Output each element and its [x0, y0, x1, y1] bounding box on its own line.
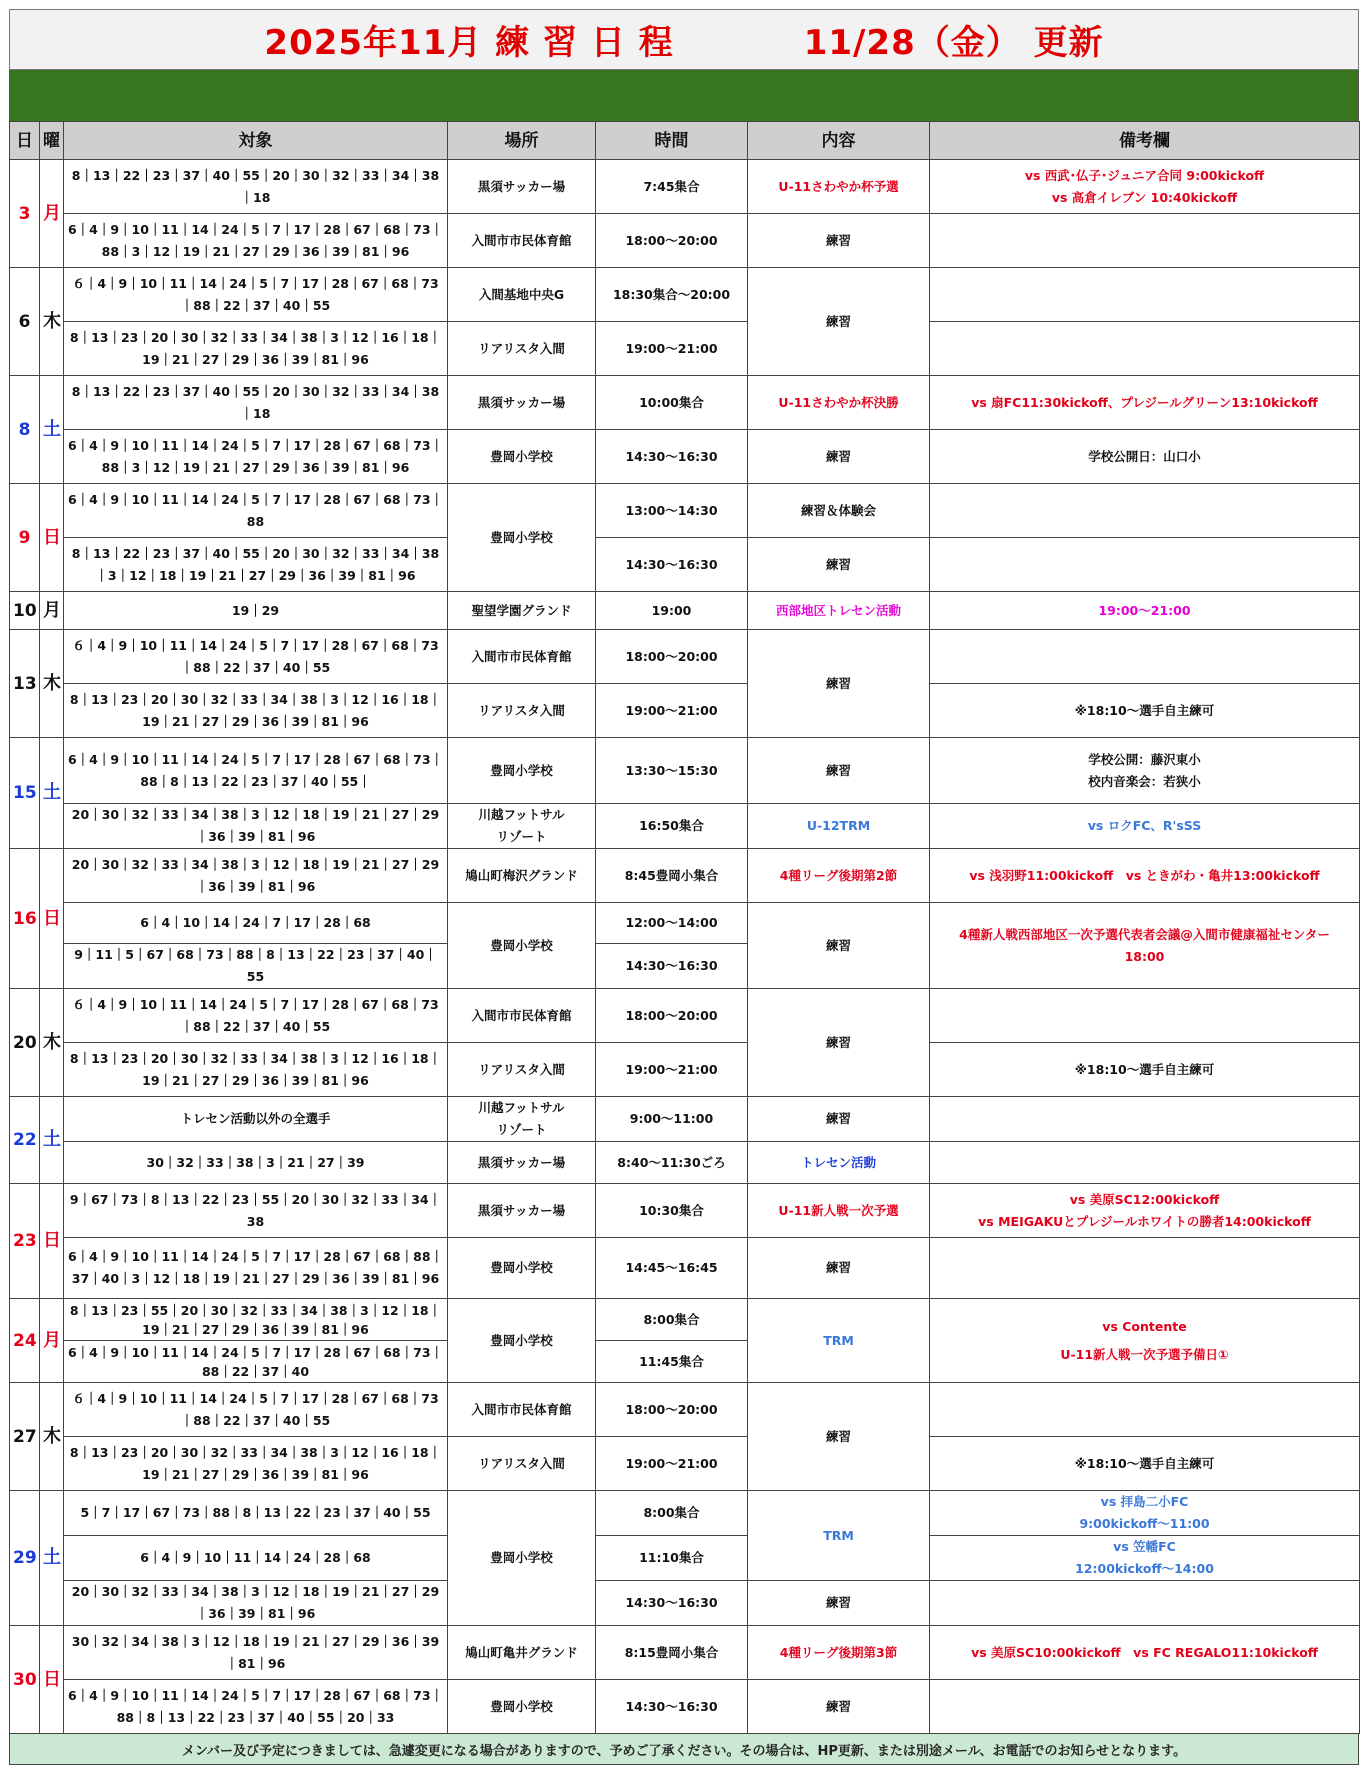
day-cell: 23	[10, 1184, 40, 1299]
place-cell: リアリスタ入間	[448, 1437, 596, 1491]
table-row	[10, 1184, 1360, 1238]
target-cell: ６｜4｜9｜10｜11｜14｜24｜5｜7｜17｜28｜67｜68｜73｜88｜22｜37｜40｜55	[64, 630, 448, 684]
note-cell	[930, 538, 1360, 592]
col-weekday: 曜	[40, 122, 64, 160]
time-cell: 18:00～20:00	[596, 1383, 748, 1437]
content-cell: 練習	[748, 738, 930, 804]
day-cell: 13	[10, 630, 40, 738]
place-cell: 豊岡小学校	[448, 1238, 596, 1299]
table-row	[10, 849, 1360, 903]
target-cell: 19｜29	[64, 592, 448, 630]
note-cell: vs 美原SC12:00kickoff vs MEIGAKUとプレジールホワイトの勝者14:00kickoff	[930, 1184, 1360, 1238]
day-cell: 16	[10, 849, 40, 989]
time-cell: 8:45豊岡小集合	[596, 849, 748, 903]
content-cell: 4種リーグ後期第3節	[748, 1626, 930, 1680]
note-cell	[930, 268, 1360, 322]
weekday-cell: 土	[40, 376, 64, 484]
note-cell: vs 笠幡FC 12:00kickoff～14:00	[930, 1536, 1360, 1581]
place-cell: 黒須サッカー場	[448, 376, 596, 430]
weekday-cell: 月	[40, 592, 64, 630]
table-row	[10, 376, 1360, 430]
table-row	[10, 484, 1360, 538]
place-cell: リアリスタ入間	[448, 322, 596, 376]
time-cell: 19:00～21:00	[596, 684, 748, 738]
note-cell	[930, 989, 1360, 1043]
content-cell: 練習	[748, 538, 930, 592]
table-row	[10, 322, 1360, 376]
weekday-cell: 土	[40, 738, 64, 849]
note-cell: vs 美原SC10:00kickoff vs FC REGALO11:10kickoff	[930, 1626, 1360, 1680]
target-cell: 5｜7｜17｜67｜73｜88｜8｜13｜22｜23｜37｜40｜55	[64, 1491, 448, 1536]
note-cell	[930, 214, 1360, 268]
place-cell: 豊岡小学校	[448, 903, 596, 989]
place-cell: 入間市市民体育館	[448, 1383, 596, 1437]
place-cell: リアリスタ入間	[448, 1043, 596, 1097]
target-cell: ６｜4｜9｜10｜11｜14｜24｜5｜7｜17｜28｜67｜68｜73｜88｜22｜37｜40｜55	[64, 989, 448, 1043]
weekday-cell: 月	[40, 160, 64, 268]
place-cell: 聖望学園グランド	[448, 592, 596, 630]
time-cell: 18:00～20:00	[596, 989, 748, 1043]
note-cell: 19:00～21:00	[930, 592, 1360, 630]
title-bar	[9, 9, 1359, 70]
time-cell: 13:00～14:30	[596, 484, 748, 538]
time-cell: 19:00～21:00	[596, 1437, 748, 1491]
table-row	[10, 989, 1360, 1043]
time-cell: 18:00～20:00	[596, 630, 748, 684]
time-cell: 8:00集合	[596, 1299, 748, 1341]
note-cell: 学校公開日：山口小	[930, 430, 1360, 484]
table-row	[10, 738, 1360, 804]
weekday-cell: 木	[40, 989, 64, 1097]
place-cell: 黒須サッカー場	[448, 160, 596, 214]
table-row	[10, 630, 1360, 684]
place-cell: リアリスタ入間	[448, 684, 596, 738]
content-cell: 練習	[748, 1383, 930, 1491]
target-cell: 8｜13｜23｜20｜30｜32｜33｜34｜38｜3｜12｜16｜18｜19｜21｜27｜29｜36｜39｜81｜96	[64, 684, 448, 738]
content-cell: TRM	[748, 1491, 930, 1581]
time-cell: 16:50集合	[596, 804, 748, 849]
table-row	[10, 1299, 1360, 1341]
content-cell: 練習	[748, 1581, 930, 1626]
place-cell: 豊岡小学校	[448, 430, 596, 484]
place-cell: 入間市市民体育館	[448, 989, 596, 1043]
target-cell: ６｜4｜9｜10｜11｜14｜24｜5｜7｜17｜28｜67｜68｜73｜88｜22｜37｜40｜55	[64, 268, 448, 322]
col-note: 備考欄	[930, 122, 1360, 160]
target-cell: トレセン活動以外の全選手	[64, 1097, 448, 1142]
target-cell: ６｜4｜9｜10｜11｜14｜24｜5｜7｜17｜28｜67｜68｜73｜88｜22｜37｜40｜55	[64, 1383, 448, 1437]
content-cell: 西部地区トレセン活動	[748, 592, 930, 630]
col-target: 対象	[64, 122, 448, 160]
col-day: 日	[10, 122, 40, 160]
content-cell: U-11さわやか杯予選	[748, 160, 930, 214]
content-cell: 練習＆体験会	[748, 484, 930, 538]
time-cell: 9:00～11:00	[596, 1097, 748, 1142]
time-cell: 8:15豊岡小集合	[596, 1626, 748, 1680]
weekday-cell: 日	[40, 484, 64, 592]
header-row	[10, 122, 1360, 160]
table-row	[10, 684, 1360, 738]
day-cell: 22	[10, 1097, 40, 1184]
col-content: 内容	[748, 122, 930, 160]
target-cell: 30｜32｜34｜38｜3｜12｜18｜19｜21｜27｜29｜36｜39｜81｜96	[64, 1626, 448, 1680]
schedule-table	[9, 121, 1360, 1734]
target-cell: 20｜30｜32｜33｜34｜38｜3｜12｜18｜19｜21｜27｜29｜36｜39｜81｜96	[64, 849, 448, 903]
day-cell: 15	[10, 738, 40, 849]
note-cell: 4種新人戦西部地区一次予選代表者会議@入間市健康福祉センター 18:00	[930, 903, 1360, 989]
content-cell: 練習	[748, 989, 930, 1097]
target-cell: 9｜67｜73｜8｜13｜22｜23｜55｜20｜30｜32｜33｜34｜38	[64, 1184, 448, 1238]
table-row	[10, 1437, 1360, 1491]
table-row	[10, 1581, 1360, 1626]
time-cell: 14:30～16:30	[596, 538, 748, 592]
target-cell: 6｜4｜9｜10｜11｜14｜24｜5｜7｜17｜28｜67｜68｜73｜88｜8｜13｜22｜23｜37｜40｜55｜	[64, 738, 448, 804]
time-cell: 18:00～20:00	[596, 214, 748, 268]
target-cell: 9｜11｜5｜67｜68｜73｜88｜8｜13｜22｜23｜37｜40｜55	[64, 944, 448, 989]
table-row	[10, 903, 1360, 944]
content-cell: 練習	[748, 1238, 930, 1299]
table-row	[10, 1536, 1360, 1581]
table-row	[10, 214, 1360, 268]
content-cell: 4種リーグ後期第2節	[748, 849, 930, 903]
place-cell: 豊岡小学校	[448, 484, 596, 592]
target-cell: 6｜4｜9｜10｜11｜14｜24｜5｜7｜17｜28｜67｜68｜73｜88｜22｜37｜40	[64, 1341, 448, 1383]
target-cell: 8｜13｜22｜23｜37｜40｜55｜20｜30｜32｜33｜34｜38｜18	[64, 376, 448, 430]
place-cell: 豊岡小学校	[448, 1491, 596, 1626]
updated-date: 11/28（金） 更新	[803, 23, 1104, 63]
content-cell: 練習	[748, 1097, 930, 1142]
day-cell: 3	[10, 160, 40, 268]
place-cell: 鳩山町亀井グランド	[448, 1626, 596, 1680]
day-cell: 24	[10, 1299, 40, 1383]
note-cell: vs 拝島二小FC 9:00kickoff～11:00	[930, 1491, 1360, 1536]
time-cell: 8:00集合	[596, 1491, 748, 1536]
note-cell: vs 扇FC11:30kickoff、プレジールグリーン13:10kickoff	[930, 376, 1360, 430]
target-cell: 8｜13｜23｜20｜30｜32｜33｜34｜38｜3｜12｜16｜18｜19｜21｜27｜29｜36｜39｜81｜96	[64, 322, 448, 376]
time-cell: 11:10集合	[596, 1536, 748, 1581]
table-row	[10, 592, 1360, 630]
place-cell: 入間市市民体育館	[448, 214, 596, 268]
target-cell: 6｜4｜9｜10｜11｜14｜24｜5｜7｜17｜28｜67｜68｜88｜37｜40｜3｜12｜18｜19｜21｜27｜29｜36｜39｜81｜96	[64, 1238, 448, 1299]
content-cell: 練習	[748, 903, 930, 989]
content-cell: 練習	[748, 214, 930, 268]
target-cell: 8｜13｜22｜23｜37｜40｜55｜20｜30｜32｜33｜34｜38｜18	[64, 160, 448, 214]
green-banner	[9, 70, 1359, 121]
weekday-cell: 木	[40, 268, 64, 376]
place-cell: 川越フットサル リゾート	[448, 1097, 596, 1142]
place-cell: 鳩山町梅沢グランド	[448, 849, 596, 903]
day-cell: 20	[10, 989, 40, 1097]
weekday-cell: 土	[40, 1097, 64, 1184]
table-row	[10, 1383, 1360, 1437]
place-cell: 黒須サッカー場	[448, 1142, 596, 1184]
target-cell: 6｜4｜9｜10｜11｜14｜24｜28｜68	[64, 1536, 448, 1581]
target-cell: 6｜4｜9｜10｜11｜14｜24｜5｜7｜17｜28｜67｜68｜73｜88｜3｜12｜19｜21｜27｜29｜36｜39｜81｜96	[64, 214, 448, 268]
weekday-cell: 木	[40, 630, 64, 738]
note-cell	[930, 1680, 1360, 1734]
table-row	[10, 1491, 1360, 1536]
table-row	[10, 804, 1360, 849]
time-cell: 14:30～16:30	[596, 430, 748, 484]
table-row	[10, 1626, 1360, 1680]
content-cell: U-11新人戦一次予選	[748, 1184, 930, 1238]
weekday-cell: 日	[40, 1626, 64, 1734]
time-cell: 18:30集合～20:00	[596, 268, 748, 322]
day-cell: 6	[10, 268, 40, 376]
time-cell: 10:00集合	[596, 376, 748, 430]
table-row	[10, 430, 1360, 484]
content-cell: 練習	[748, 1680, 930, 1734]
day-cell: 9	[10, 484, 40, 592]
time-cell: 19:00～21:00	[596, 322, 748, 376]
note-cell	[930, 484, 1360, 538]
table-row	[10, 1043, 1360, 1097]
note-cell: 学校公開：藤沢東小 校内音楽会：若狭小	[930, 738, 1360, 804]
target-cell: 8｜13｜23｜55｜20｜30｜32｜33｜34｜38｜3｜12｜18｜19｜21｜27｜29｜36｜39｜81｜96	[64, 1299, 448, 1341]
note-cell: vs 浅羽野11:00kickoff vs ときがわ・亀井13:00kickoff	[930, 849, 1360, 903]
place-cell: 豊岡小学校	[448, 1680, 596, 1734]
target-cell: 20｜30｜32｜33｜34｜38｜3｜12｜18｜19｜21｜27｜29｜36｜39｜81｜96	[64, 1581, 448, 1626]
page-title: 2025年11月 練 習 日 程	[264, 23, 674, 63]
table-row	[10, 1680, 1360, 1734]
content-cell: U-12TRM	[748, 804, 930, 849]
note-cell	[930, 1142, 1360, 1184]
weekday-cell: 日	[40, 1184, 64, 1299]
target-cell: 8｜13｜23｜20｜30｜32｜33｜34｜38｜3｜12｜16｜18｜19｜21｜27｜29｜36｜39｜81｜96	[64, 1043, 448, 1097]
weekday-cell: 土	[40, 1491, 64, 1626]
time-cell: 14:30～16:30	[596, 1581, 748, 1626]
note-cell: vs ロクFC、R'sSS	[930, 804, 1360, 849]
content-cell: 練習	[748, 268, 930, 376]
note-cell: ※18:10～選手自主練可	[930, 684, 1360, 738]
footer-notice: メンバー及び予定につきましては、急遽変更になる場合がありますので、予めご了承ください。その場合は、HP更新、または別途メール、お電話でのお知らせとなります。	[9, 1734, 1359, 1765]
target-cell: 8｜13｜23｜20｜30｜32｜33｜34｜38｜3｜12｜16｜18｜19｜21｜27｜29｜36｜39｜81｜96	[64, 1437, 448, 1491]
weekday-cell: 月	[40, 1299, 64, 1383]
time-cell: 14:45～16:45	[596, 1238, 748, 1299]
place-cell: 豊岡小学校	[448, 1299, 596, 1383]
note-cell	[930, 322, 1360, 376]
time-cell: 12:00～14:00	[596, 903, 748, 944]
time-cell: 11:45集合	[596, 1341, 748, 1383]
content-cell: 練習	[748, 430, 930, 484]
table-row	[10, 538, 1360, 592]
note-cell: vs 西武･仏子･ジュニア合同 9:00kickoff vs 高倉イレブン 10:40kickoff	[930, 160, 1360, 214]
time-cell: 14:30～16:30	[596, 1680, 748, 1734]
col-place: 場所	[448, 122, 596, 160]
target-cell: 8｜13｜22｜23｜37｜40｜55｜20｜30｜32｜33｜34｜38｜3｜12｜18｜19｜21｜27｜29｜36｜39｜81｜96	[64, 538, 448, 592]
content-cell: TRM	[748, 1299, 930, 1383]
table-row	[10, 1142, 1360, 1184]
weekday-cell: 木	[40, 1383, 64, 1491]
place-cell: 黒須サッカー場	[448, 1184, 596, 1238]
note-cell	[930, 1383, 1360, 1437]
time-cell: 19:00	[596, 592, 748, 630]
content-cell: U-11さわやか杯決勝	[748, 376, 930, 430]
weekday-cell: 日	[40, 849, 64, 989]
day-cell: 30	[10, 1626, 40, 1734]
time-cell: 13:30～15:30	[596, 738, 748, 804]
time-cell: 8:40～11:30ごろ	[596, 1142, 748, 1184]
time-cell: 7:45集合	[596, 160, 748, 214]
place-cell: 入間基地中央G	[448, 268, 596, 322]
time-cell: 19:00～21:00	[596, 1043, 748, 1097]
target-cell: 20｜30｜32｜33｜34｜38｜3｜12｜18｜19｜21｜27｜29｜36｜39｜81｜96	[64, 804, 448, 849]
day-cell: 10	[10, 592, 40, 630]
day-cell: 27	[10, 1383, 40, 1491]
target-cell: 6｜4｜9｜10｜11｜14｜24｜5｜7｜17｜28｜67｜68｜73｜88	[64, 484, 448, 538]
place-cell: 豊岡小学校	[448, 738, 596, 804]
table-row	[10, 1097, 1360, 1142]
note-cell: ※18:10～選手自主練可	[930, 1437, 1360, 1491]
content-cell: トレセン活動	[748, 1142, 930, 1184]
note-cell: ※18:10～選手自主練可	[930, 1043, 1360, 1097]
note-cell	[930, 1097, 1360, 1142]
place-cell: 川越フットサル リゾート	[448, 804, 596, 849]
content-cell: 練習	[748, 630, 930, 738]
place-cell: 入間市市民体育館	[448, 630, 596, 684]
table-row	[10, 268, 1360, 322]
time-cell: 14:30～16:30	[596, 944, 748, 989]
target-cell: 6｜4｜9｜10｜11｜14｜24｜5｜7｜17｜28｜67｜68｜73｜88｜8｜13｜22｜23｜37｜40｜55｜20｜33	[64, 1680, 448, 1734]
note-cell	[930, 1238, 1360, 1299]
note-cell	[930, 630, 1360, 684]
schedule-sheet	[9, 9, 1359, 1765]
time-cell: 10:30集合	[596, 1184, 748, 1238]
day-cell: 29	[10, 1491, 40, 1626]
table-row	[10, 1238, 1360, 1299]
target-cell: 30｜32｜33｜38｜3｜21｜27｜39	[64, 1142, 448, 1184]
target-cell: 6｜4｜10｜14｜24｜7｜17｜28｜68	[64, 903, 448, 944]
day-cell: 8	[10, 376, 40, 484]
note-cell	[930, 1581, 1360, 1626]
target-cell: 6｜4｜9｜10｜11｜14｜24｜5｜7｜17｜28｜67｜68｜73｜88｜3｜12｜19｜21｜27｜29｜36｜39｜81｜96	[64, 430, 448, 484]
note-cell: vs Contente U-11新人戦一次予選予備日①	[930, 1299, 1360, 1383]
col-time: 時間	[596, 122, 748, 160]
table-row	[10, 160, 1360, 214]
